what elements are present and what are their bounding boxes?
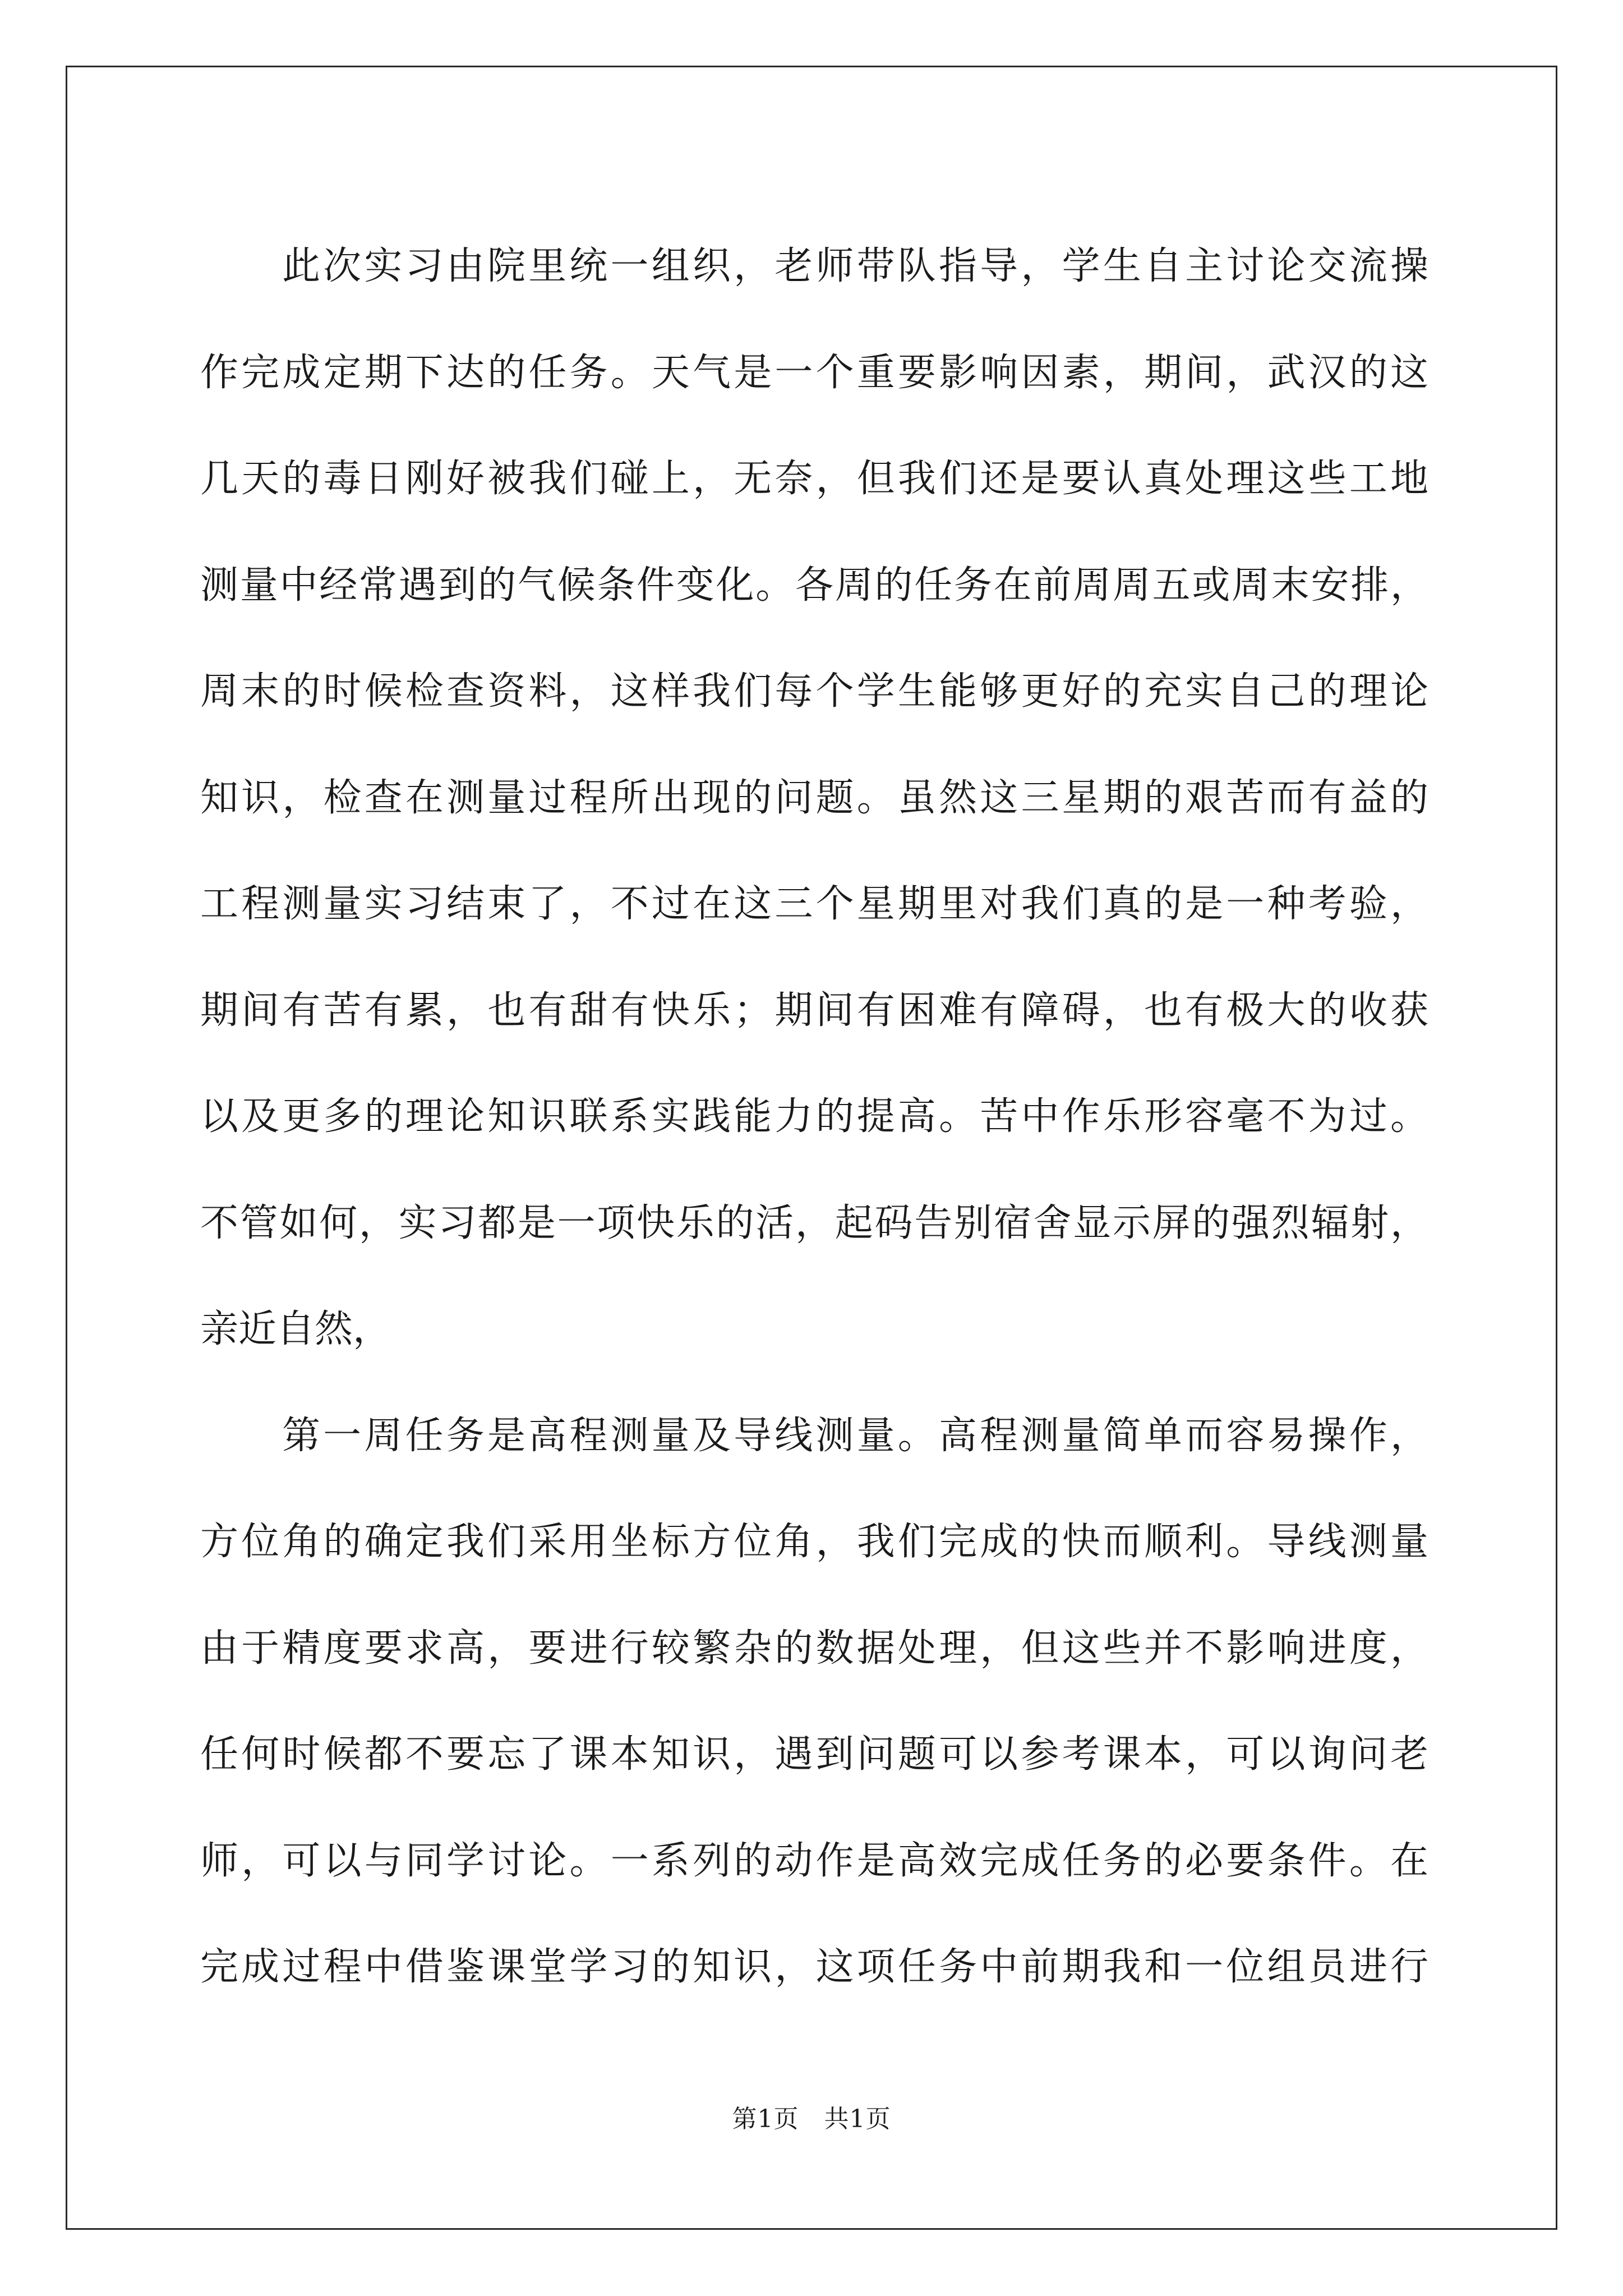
paragraph-1-line-10: 不管如何，实习都是一项快乐的活，起码告别宿舍显示屏的强烈辐射，: [200, 1200, 1428, 1245]
paragraph-1-line-7: 工程测量实习结束了，不过在这三个星期里对我们真的是一种考验，: [200, 882, 1428, 926]
paragraph-1-line-2: 作完成定期下达的任务。天气是一个重要影响因素，期间，武汉的这: [200, 350, 1428, 395]
paragraph-1-line-4: 测量中经常遇到的气候条件变化。各周的任务在前周周五或周末安排，: [200, 563, 1428, 608]
paragraph-1-line-6: 知识，检查在测量过程所出现的问题。虽然这三星期的艰苦而有益的: [200, 775, 1428, 820]
paragraph-1-line-5: 周末的时候检查资料，这样我们每个学生能够更好的充实自己的理论: [200, 669, 1428, 714]
paragraph-1-line-1: 此次实习由院里统一组织，老师带队指导，学生自主讨论交流操: [282, 244, 1428, 288]
paragraph-1-line-8: 期间有苦有累，也有甜有快乐；期间有困难有障碍，也有极大的收获: [200, 988, 1428, 1033]
paragraph-2-line-3: 由于精度要求高，要进行较繁杂的数据处理，但这些并不影响进度，: [200, 1626, 1428, 1671]
paragraph-2-line-5: 师，可以与同学讨论。一系列的动作是高效完成任务的必要条件。在: [200, 1838, 1428, 1883]
paragraph-2-line-2: 方位角的确定我们采用坐标方位角，我们完成的快而顺利。导线测量: [200, 1520, 1428, 1564]
paragraph-1-line-9: 以及更多的理论知识联系实践能力的提高。苦中作乐形容毫不为过。: [200, 1094, 1428, 1139]
paragraph-2-line-4: 任何时候都不要忘了课本知识，遇到问题可以参考课本，可以询问老: [200, 1732, 1428, 1777]
paragraph-1-line-11: 亲近自然，: [200, 1307, 391, 1351]
paragraph-2-line-1: 第一周任务是高程测量及导线测量。高程测量简单而容易操作，: [282, 1413, 1428, 1458]
paragraph-1-line-3: 几天的毒日刚好被我们碰上，无奈，但我们还是要认真处理这些工地: [200, 457, 1428, 501]
document-body: [200, 213, 1428, 2021]
paragraph-2-line-6: 完成过程中借鉴课堂学习的知识，这项任务中前期我和一位组员进行: [200, 1945, 1428, 1989]
page-number-footer: 第1页 共1页: [732, 2105, 891, 2133]
